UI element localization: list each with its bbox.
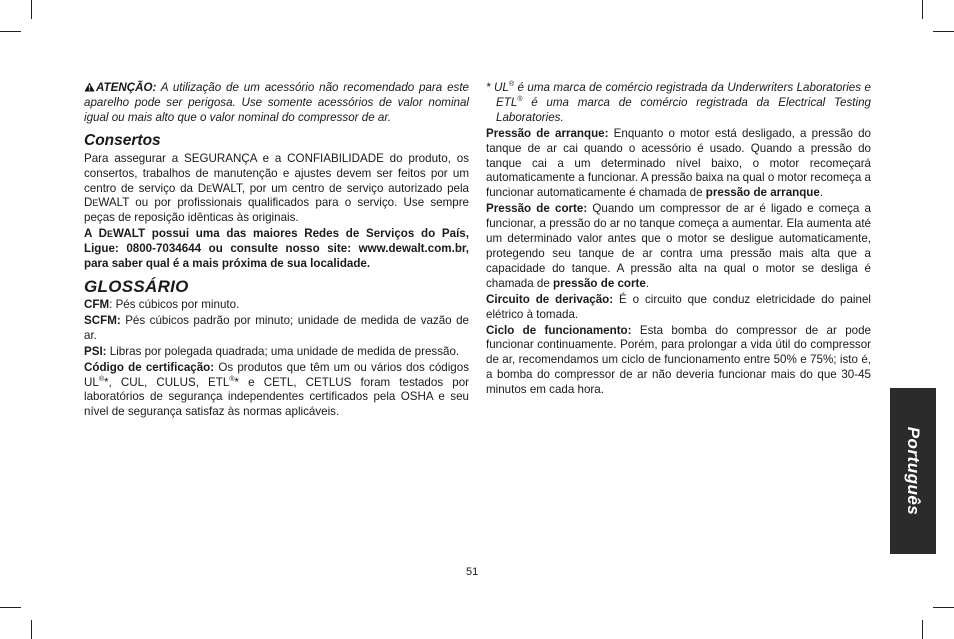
- glossary-entry-cfm: [84, 298, 469, 313]
- glossary-definition: É o circuito que conduz eletricidade do painel elétrico à tomada.: [486, 292, 871, 321]
- crop-mark: [933, 607, 954, 608]
- warning-paragraph: [84, 81, 469, 126]
- language-label: Português: [904, 426, 923, 516]
- consertos-paragraph: [84, 152, 469, 227]
- text-run: Para assegurar a SEGURANÇA e a CONFIABILIDADE do produto, os consertos, trabalhos de manutenção e ajustes devem ser feitos por um centro de serviço da D: [84, 151, 469, 195]
- registered-mark: ®: [508, 81, 514, 89]
- crop-mark: [31, 620, 32, 639]
- text-run: WALT possui uma das maiores Redes de Serviços do País, Ligue: 0800-7034644 ou consulte nosso site: www.dewalt.com.br, para saber qual é a mais próxima de sua localidade.: [84, 227, 469, 271]
- right-column: [486, 81, 871, 398]
- text-run: A D: [84, 227, 108, 241]
- registered-mark: ®: [229, 375, 235, 383]
- glossary-definition: Enquanto o motor está desligado, a pressão do tanque de ar cai quando o acessório é usado. Quando a pressão do tanque cai a um determinado nível baixo, o motor recomeçará automaticamente a funcionar. A pressão baixa na qual o motor recomeça a funcionar automaticamente é chamada de: [486, 126, 871, 200]
- crop-mark: [922, 620, 923, 639]
- glossary-entry-scfm: [84, 314, 469, 344]
- glossary-entry-circuito: [486, 293, 871, 323]
- glossario-heading: GLOSSÁRIO: [84, 276, 189, 296]
- service-network-paragraph: [84, 227, 469, 272]
- text-run: WALT, por um centro de serviço autorizado pela D: [84, 181, 469, 210]
- glossary-term: Código de certificação:: [84, 360, 215, 374]
- glossary-emphasis: pressão de corte: [553, 276, 646, 290]
- text-run: E: [206, 183, 213, 194]
- trademark-note: [486, 81, 871, 126]
- text-run: E: [92, 198, 99, 209]
- glossary-definition: Esta bomba do compressor de ar pode funcionar continuamente. Porém, para prolongar a vida útil do compressor de ar, recomendamos um ciclo de funcionamento entre 50% e 75%; isto é, a bomba do compressor de ar não deveria funcionar mais do que 30-45 minutos em cada hora.: [486, 323, 872, 397]
- left-column: [84, 81, 469, 420]
- glossary-definition: Os produtos que têm um ou vários dos códigos UL: [84, 360, 469, 389]
- text-run: .: [645, 276, 650, 290]
- glossary-entry-pressao-arranque: [486, 127, 871, 202]
- glossary-emphasis: pressão de arranque: [705, 186, 820, 200]
- registered-mark: ®: [98, 375, 104, 383]
- crop-mark: [933, 31, 954, 32]
- glossary-term: Pressão de arranque:: [486, 126, 609, 140]
- crop-mark: [31, 0, 32, 19]
- registered-mark: ®: [517, 96, 523, 104]
- warning-triangle-icon: [84, 82, 95, 92]
- glossary-entry-pressao-corte: [486, 202, 871, 291]
- glossary-definition: : Pés cúbicos por minuto.: [109, 297, 240, 311]
- crop-mark: [0, 31, 21, 32]
- page-number: 51: [466, 566, 479, 578]
- glossary-definition: Quando um compressor de ar é ligado e começa a funcionar, a pressão do ar no tanque começa a aumentar. Ela aumenta até um determinado valor antes que o motor se desligue automaticamente, protegendo seu tanque de ar contra uma pressão mais alta que a capacidade do tanque. A pressão alta na qual o motor se desliga é chamada de: [486, 202, 871, 290]
- glossary-definition: Libras por polegada quadrada; uma unidade de medida de pressão.: [106, 344, 460, 358]
- text-run: WALT ou por profissionais qualificados para o serviço. Use sempre peças de reposição idênticas às originais.: [84, 196, 469, 225]
- glossary-term: CFM: [84, 297, 110, 311]
- glossary-term: Circuito de derivação:: [486, 292, 614, 306]
- glossary-term: Ciclo de funcionamento:: [486, 323, 632, 337]
- text-run: é uma marca de comércio registrada da Electrical Testing Laboratories.: [496, 95, 871, 124]
- glossary-entry-psi: [84, 345, 469, 360]
- text-run: .: [819, 186, 824, 200]
- language-side-tab: [890, 388, 936, 554]
- glossary-term: Pressão de corte:: [486, 202, 588, 216]
- glossary-entry-certification: [84, 361, 469, 421]
- glossary-definition: *, CUL, CULUS, ETL: [104, 375, 230, 389]
- glossary-definition: * e CETL, CETLUS foram testados por laboratórios de segurança independentes certificados pela OSHA e seu nível de segurança satisfaz às normas aplicáveis.: [84, 375, 470, 419]
- crop-mark: [922, 0, 923, 19]
- warning-label: ATENÇÃO:: [96, 81, 157, 94]
- warning-text: A utilização de um acessório não recomendado para este aparelho pode ser perigosa. Use somente acessórios de valor nominal igual ou mais alto que o valor nominal do compressor de ar.: [84, 81, 469, 124]
- text-run: E: [107, 229, 114, 240]
- glossary-entry-ciclo: [486, 324, 871, 399]
- consertos-heading: Consertos: [84, 131, 161, 149]
- crop-mark: [0, 607, 21, 608]
- glossary-definition: Pés cúbicos padrão por minuto; unidade de medida de vazão de ar.: [84, 313, 469, 342]
- text-run: é uma marca de comércio registrada da Underwriters Laboratories e ETL: [496, 81, 871, 109]
- glossary-term: PSI:: [84, 344, 107, 358]
- text-run: * UL: [486, 81, 509, 94]
- glossary-term: SCFM:: [84, 313, 121, 327]
